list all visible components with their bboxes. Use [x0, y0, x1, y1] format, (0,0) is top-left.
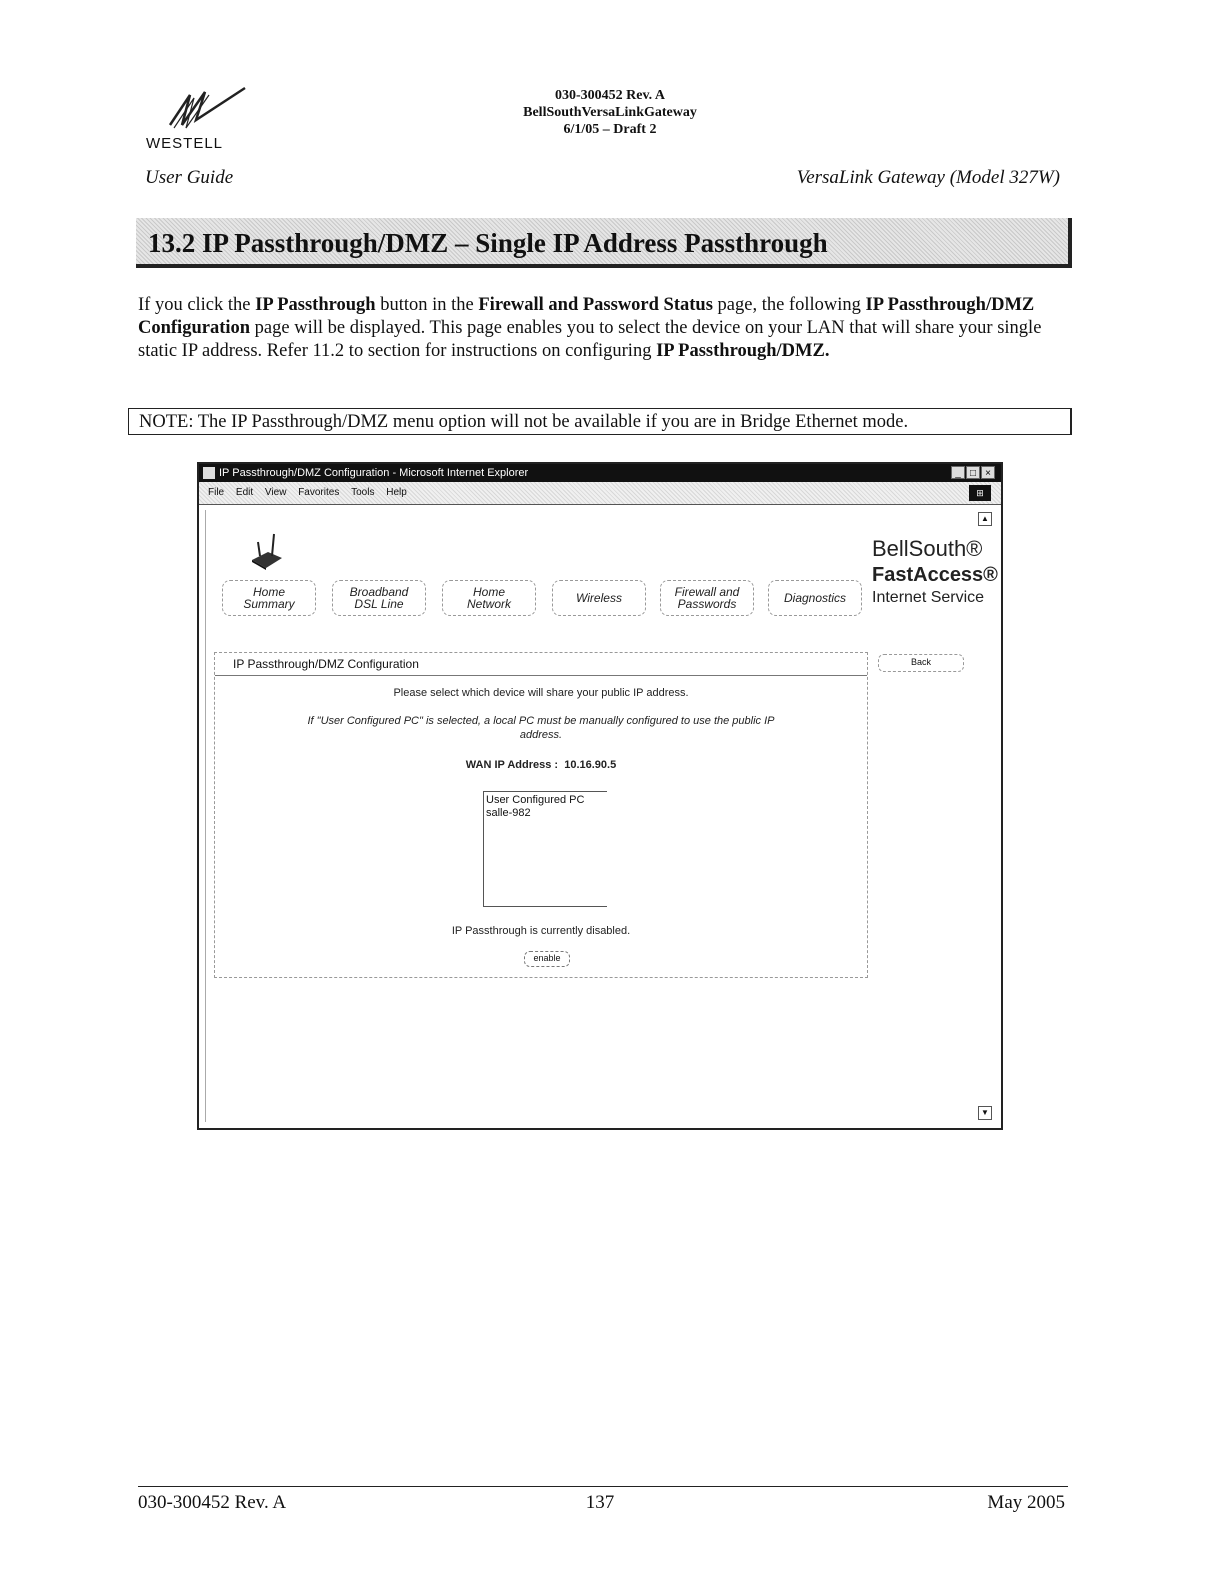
section-title: 13.2 IP Passthrough/DMZ – Single IP Address Passthrough: [148, 228, 828, 258]
wan-ip-row: [215, 759, 867, 771]
window-title: IP Passthrough/DMZ Configuration - Microsoft Internet Explorer: [219, 467, 529, 479]
doc-product: BellSouthVersaLinkGateway: [523, 105, 697, 120]
panel-title-text: IP Passthrough/DMZ Configuration: [233, 657, 419, 671]
nav-label: Broadband: [349, 585, 409, 599]
window-titlebar: [199, 464, 1001, 482]
menu-help[interactable]: Help: [386, 487, 407, 498]
enable-button[interactable]: enable: [524, 951, 570, 967]
nav-label: DSL Line: [354, 597, 404, 611]
menu-edit[interactable]: Edit: [235, 487, 254, 498]
nav-label: Firewall and: [674, 585, 740, 599]
para-text-2: button in the: [375, 295, 479, 315]
scroll-up-icon[interactable]: ▲: [978, 512, 992, 526]
list-item[interactable]: salle-982: [486, 807, 531, 819]
brand-line-2: FastAccess®: [872, 564, 998, 586]
nav-label: Home: [252, 585, 285, 599]
menu-favorites[interactable]: Favorites: [298, 487, 340, 498]
nav-broadband-dsl[interactable]: [332, 580, 426, 616]
wan-ip-value: 10.16.90.5: [564, 759, 617, 771]
nav-label: Wireless: [576, 591, 622, 605]
nav-label: Diagnostics: [783, 591, 847, 605]
nav-home-summary[interactable]: [222, 580, 316, 616]
nav-wireless[interactable]: [552, 580, 646, 616]
windows-flag-icon: ⊞: [969, 485, 991, 501]
select-instruction: Please select which device will share your public IP address.: [393, 687, 689, 699]
doc-number: 030-300452 Rev. A: [554, 88, 666, 103]
browser-window-screenshot: [197, 462, 1003, 1130]
footer-doc-number: 030-300452 Rev. A: [138, 1492, 287, 1513]
para-text-3: page, the following: [712, 295, 866, 315]
wan-ip-label: WAN IP Address :: [465, 759, 559, 771]
menu-file[interactable]: File: [208, 487, 225, 498]
doc-draft: 6/1/05 – Draft 2: [563, 122, 657, 137]
nav-label: Summary: [243, 597, 295, 611]
para-bold-2: Firewall and Password Status: [478, 295, 713, 315]
nav-firewall-passwords[interactable]: [660, 580, 754, 616]
list-item[interactable]: User Configured PC: [486, 794, 585, 806]
brand-line-1: BellSouth®: [872, 536, 983, 561]
close-icon[interactable]: ×: [981, 466, 995, 479]
para-bold-4: IP Passthrough/DMZ.: [656, 341, 830, 361]
brand-line-3: Internet Service: [872, 589, 985, 606]
body-paragraph: [138, 294, 1068, 363]
nav-home-network[interactable]: [442, 580, 536, 616]
document-meta: [440, 87, 780, 138]
device-listbox[interactable]: [483, 791, 607, 907]
passthrough-status: IP Passthrough is currently disabled.: [451, 925, 631, 937]
para-text-1: If you click the: [138, 295, 256, 315]
menu-bar: [199, 482, 1001, 505]
nav-label: Home: [472, 585, 505, 599]
scroll-down-icon[interactable]: ▼: [978, 1106, 992, 1120]
italic-note-line-2: address.: [519, 729, 563, 741]
menu-tools[interactable]: Tools: [351, 487, 375, 498]
menu-view[interactable]: View: [264, 487, 287, 498]
nav-diagnostics[interactable]: [768, 580, 862, 616]
nav-label: Passwords: [677, 597, 737, 611]
logo-wordmark: WESTELL: [146, 135, 224, 152]
bellsouth-brand: [872, 536, 998, 607]
maximize-icon[interactable]: □: [966, 466, 980, 479]
config-panel: [214, 652, 868, 978]
back-button[interactable]: Back: [878, 654, 964, 672]
footer-date: May 2005: [987, 1492, 1065, 1513]
guide-label: User Guide: [145, 167, 234, 188]
router-icon: [250, 532, 284, 570]
para-text-4: page will be displayed. This page enables you to select the device on your LAN that will share your single static IP address. Refer 11.2 to section for instructions on configuring: [138, 318, 1042, 361]
page-number: 137: [585, 1492, 615, 1513]
ie-app-icon: [203, 467, 215, 479]
para-bold-1: IP Passthrough: [255, 295, 376, 315]
nav-label: Network: [466, 597, 511, 611]
page-content: [205, 510, 998, 1122]
product-label: VersaLink Gateway (Model 327W): [796, 167, 1060, 188]
minimize-icon[interactable]: _: [951, 466, 965, 479]
note-box: NOTE: The IP Passthrough/DMZ menu option will not be available if you are in Bridge Ethernet mode.: [128, 408, 1072, 435]
para-bold-3: IP Passthrough/DMZ Configuration: [138, 295, 1035, 338]
panel-title: [215, 653, 867, 676]
footer-rule: [138, 1486, 1068, 1487]
italic-note-line-1: If "User Configured PC" is selected, a local PC must be manually configured to use the public IP: [307, 715, 775, 727]
